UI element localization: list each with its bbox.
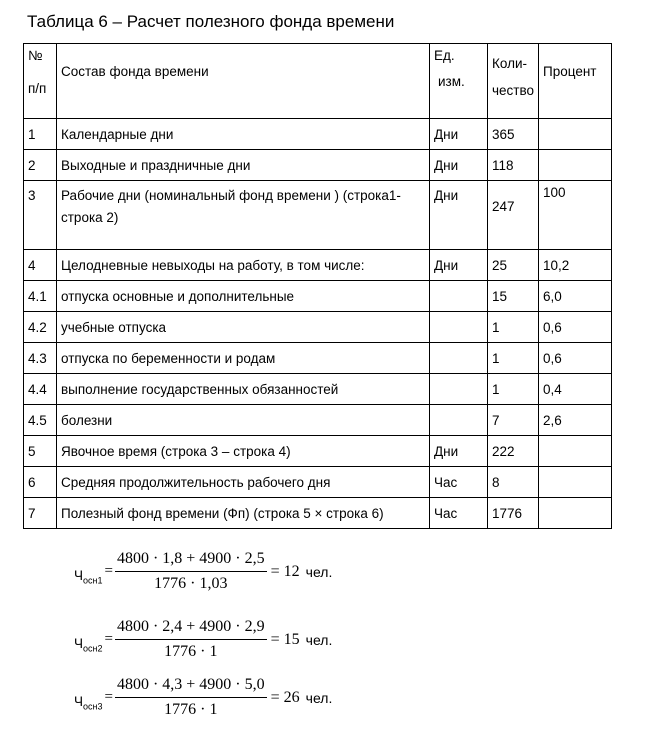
formula-unit: чел. bbox=[305, 689, 333, 706]
formula-unit: чел. bbox=[305, 631, 333, 648]
table-row bbox=[24, 374, 612, 405]
header-number-bottom: п/п bbox=[28, 81, 47, 96]
formula-denominator: 1776 · 1 bbox=[164, 701, 218, 718]
formula-1 bbox=[74, 550, 332, 593]
header-unit bbox=[430, 44, 488, 119]
cell-percent: 0,4 bbox=[539, 374, 612, 405]
cell-quantity: 8 bbox=[488, 467, 539, 498]
header-number bbox=[24, 44, 57, 119]
cell-number: 5 bbox=[24, 436, 57, 467]
formula-fraction bbox=[115, 550, 267, 593]
formula-denominator: 1776 · 1,03 bbox=[154, 575, 228, 592]
cell-name: Явочное время (строка 3 – строка 4) bbox=[57, 436, 430, 467]
cell-percent bbox=[539, 498, 612, 529]
cell-quantity: 1 bbox=[488, 374, 539, 405]
formula-denominator: 1776 · 1 bbox=[164, 643, 218, 660]
table-row bbox=[24, 343, 612, 374]
formula-label: $Ч_{осн3}$ bbox=[74, 693, 103, 712]
cell-number: 4.5 bbox=[24, 405, 57, 436]
cell-name: Целодневные невыходы на работу, в том числе: bbox=[57, 250, 430, 281]
formula-result: = 26 bbox=[270, 688, 300, 706]
cell-name: Календарные дни bbox=[57, 119, 430, 150]
formula-numerator: 4800 · 2,4 + 4900 · 2,9 bbox=[115, 618, 267, 640]
cell-quantity: 1 bbox=[488, 312, 539, 343]
cell-name: отпуска по беременности и родам bbox=[57, 343, 430, 374]
header-quantity bbox=[488, 44, 539, 119]
cell-percent: 2,6 bbox=[539, 405, 612, 436]
cell-unit: Дни bbox=[430, 181, 488, 250]
formula-numerator: 4800 · 1,8 + 4900 · 2,5 bbox=[115, 550, 267, 572]
cell-unit bbox=[430, 405, 488, 436]
header-composition-label: Состав фонда времени bbox=[61, 64, 209, 79]
cell-quantity: 1776 bbox=[488, 498, 539, 529]
cell-number: 6 bbox=[24, 467, 57, 498]
table-row bbox=[24, 250, 612, 281]
table-header-row bbox=[24, 44, 612, 119]
cell-unit: Дни bbox=[430, 436, 488, 467]
table-row bbox=[24, 281, 612, 312]
cell-unit bbox=[430, 281, 488, 312]
cell-quantity: 247 bbox=[488, 181, 539, 250]
cell-unit: Дни bbox=[430, 250, 488, 281]
cell-percent: 100 bbox=[539, 181, 612, 250]
cell-quantity: 25 bbox=[488, 250, 539, 281]
cell-unit: Дни bbox=[430, 119, 488, 150]
table-row bbox=[24, 119, 612, 150]
header-percent-label: Процент bbox=[543, 64, 597, 79]
header-quantity-bottom: чество bbox=[492, 83, 535, 98]
cell-name: отпуска основные и дополнительные bbox=[57, 281, 430, 312]
header-composition bbox=[57, 44, 430, 119]
cell-percent: 10,2 bbox=[539, 250, 612, 281]
cell-percent bbox=[539, 467, 612, 498]
header-unit-top: Ед. bbox=[434, 48, 455, 63]
cell-name: выполнение государственных обязанностей bbox=[57, 374, 430, 405]
cell-quantity: 365 bbox=[488, 119, 539, 150]
cell-name: Выходные и праздничные дни bbox=[57, 150, 430, 181]
table-row bbox=[24, 498, 612, 529]
header-unit-bottom: изм. bbox=[438, 74, 465, 89]
cell-name: Полезный фонд времени (Фп) (строка 5 × строка 6) bbox=[57, 498, 430, 529]
table-row bbox=[24, 436, 612, 467]
cell-number: 4.2 bbox=[24, 312, 57, 343]
cell-name: учебные отпуска bbox=[57, 312, 430, 343]
header-quantity-top: Коли- bbox=[492, 56, 527, 71]
cell-percent: 0,6 bbox=[539, 312, 612, 343]
formula-result: = 12 bbox=[270, 562, 300, 580]
formula-label: $Ч_{осн1}$ bbox=[74, 567, 103, 586]
cell-quantity: 7 bbox=[488, 405, 539, 436]
cell-quantity: 222 bbox=[488, 436, 539, 467]
formula-label: $Ч_{осн2}$ bbox=[74, 635, 103, 654]
cell-quantity: 1 bbox=[488, 343, 539, 374]
table-row bbox=[24, 312, 612, 343]
cell-name: Рабочие дни (номинальный фонд времени ) (строка1-строка 2) bbox=[57, 181, 430, 250]
cell-number: 2 bbox=[24, 150, 57, 181]
cell-name: Средняя продолжительность рабочего дня bbox=[57, 467, 430, 498]
formula-equals: = bbox=[104, 631, 113, 647]
table-row bbox=[24, 181, 612, 250]
table-row bbox=[24, 150, 612, 181]
cell-percent bbox=[539, 119, 612, 150]
table-caption: Таблица 6 – Расчет полезного фонда времени bbox=[27, 12, 395, 31]
cell-number: 4.3 bbox=[24, 343, 57, 374]
cell-quantity: 15 bbox=[488, 281, 539, 312]
cell-number: 4.4 bbox=[24, 374, 57, 405]
cell-name: болезни bbox=[57, 405, 430, 436]
formula-result: = 15 bbox=[270, 630, 300, 648]
cell-number: 4.1 bbox=[24, 281, 57, 312]
cell-percent: 0,6 bbox=[539, 343, 612, 374]
formula-3 bbox=[74, 676, 332, 719]
formula-equals: = bbox=[104, 563, 113, 579]
header-number-top: № bbox=[28, 48, 43, 63]
formula-fraction bbox=[115, 618, 267, 661]
cell-unit: Час bbox=[430, 467, 488, 498]
formula-2 bbox=[74, 618, 332, 661]
formula-fraction bbox=[115, 676, 267, 719]
formula-numerator: 4800 · 4,3 + 4900 · 5,0 bbox=[115, 676, 267, 698]
table-row bbox=[24, 467, 612, 498]
cell-unit bbox=[430, 343, 488, 374]
cell-percent bbox=[539, 436, 612, 467]
cell-percent: 6,0 bbox=[539, 281, 612, 312]
cell-quantity: 118 bbox=[488, 150, 539, 181]
cell-number: 3 bbox=[24, 181, 57, 250]
time-fund-table bbox=[23, 43, 612, 529]
cell-unit: Дни bbox=[430, 150, 488, 181]
cell-number: 7 bbox=[24, 498, 57, 529]
cell-number: 1 bbox=[24, 119, 57, 150]
formula-equals: = bbox=[104, 689, 113, 705]
cell-unit bbox=[430, 312, 488, 343]
cell-unit: Час bbox=[430, 498, 488, 529]
cell-number: 4 bbox=[24, 250, 57, 281]
cell-unit bbox=[430, 374, 488, 405]
formula-unit: чел. bbox=[305, 563, 333, 580]
header-percent bbox=[539, 44, 612, 119]
table-row bbox=[24, 405, 612, 436]
cell-percent bbox=[539, 150, 612, 181]
